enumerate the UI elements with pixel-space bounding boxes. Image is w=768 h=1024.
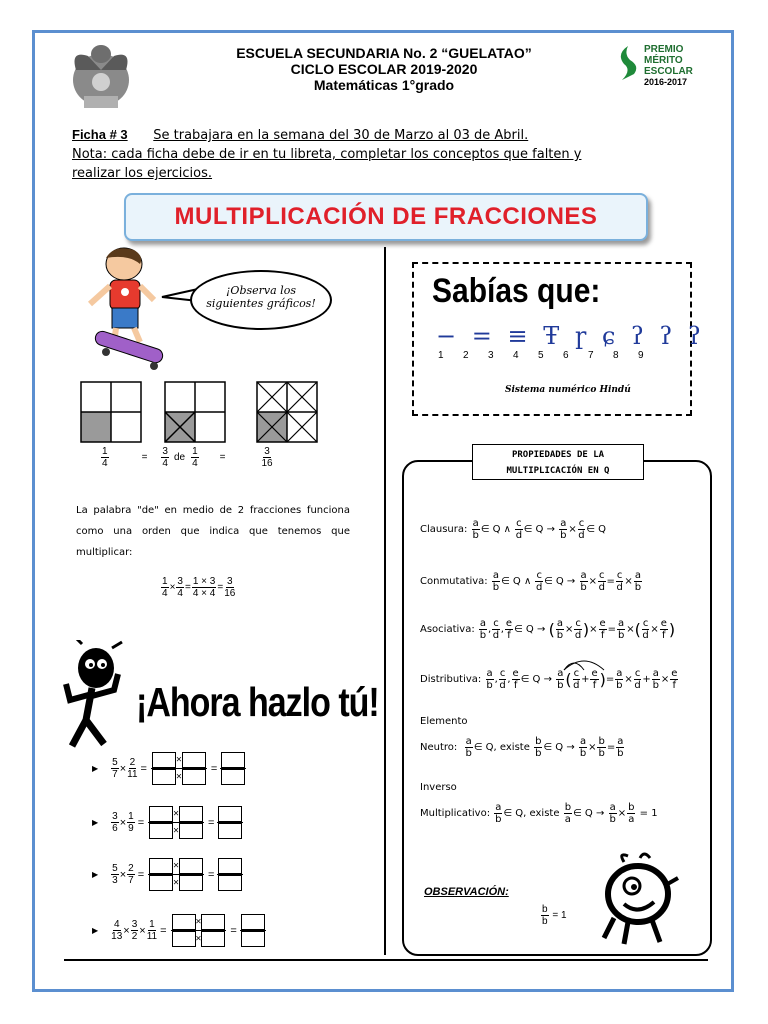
answer-box[interactable] [218,806,242,822]
hindu-number-label: 4 [513,350,519,361]
answer-result-fraction [217,806,243,839]
answer-box[interactable] [218,875,242,891]
column-divider [384,247,386,955]
exercise-fraction [147,919,157,942]
award-line-2: MÉRITO [644,55,683,66]
ex-eq-2: = [219,452,226,463]
bullet-arrow-icon: ▶ [92,926,99,935]
fraction-denominator: 6 [112,823,118,834]
answer-result-fraction [240,914,266,947]
properties-title-1: PROPIEDADES DE LA [511,450,605,460]
prop-asociativa: Asociativa: $\frac{a}{b}$ , $\frac{c}{d}$ , $\frac{e}{f}$ ∈ Q → ( $\frac{a}{b}$ × $\frac{c}{d}$ ) × $\frac{e}{f}$ = $\frac{a}{b}$ × ( $\frac{c}{d}$ × $\frac{e}{f}$ ) [420,618,676,641]
answer-box[interactable] [179,858,203,874]
answer-product-fraction: $\frac{\times}{\times}$ [148,858,204,891]
hindu-glyphs: − = ≡ Ŧ ɼ ɕ ʔ ʔ ʔ [436,322,705,350]
times-sign: × [123,924,130,937]
worksheet-title: MULTIPLICACIÓN DE FRACCIONES [174,203,598,230]
answer-box[interactable] [218,823,242,839]
bottom-rule [64,959,708,961]
equals-sign: = [208,816,215,829]
award-line-3: ESCOLAR [644,66,693,77]
grid-three-sixteenths [256,381,318,443]
answer-box[interactable] [179,875,203,891]
fraction-denominator: 11 [127,769,138,780]
formula-b: 4 [162,588,168,599]
exercise-fraction [111,811,119,834]
inverso-label: Inverso [420,782,457,793]
hindu-number-label: 2 [463,350,469,361]
hindu-number-label: 7 [588,350,594,361]
obs-den: b [542,916,548,927]
prop-clausura: Clausura: $\frac{a}{b}$ ∈ Q ∧ $\frac{c}{d}$ ∈ Q → $\frac{a}{b}$ × $\frac{c}{d}$ ∈ Q [420,518,606,541]
conmutativa-label: Conmutativa: [420,576,488,587]
hindu-number-label: 3 [488,350,494,361]
arrow: → [546,524,556,535]
prop-inverso: Multiplicativo: $\frac{a}{b}$ ∈ Q , existe $\frac{b}{a}$ ∈ Q → $\frac{a}{b}$ × $\frac{b}{a}$ = 1 [420,802,658,825]
cartoon-character-icon [594,852,680,948]
ex-eq-1: = [141,452,148,463]
answer-product-fraction: $\frac{\times}{\times}$ [148,806,204,839]
ex-f3-num: 1 [192,446,198,457]
obs-eq: = 1 [552,910,567,921]
formula-c: 3 [177,576,183,587]
in-q: ∈ Q [573,808,593,819]
in-q: ∈ Q [520,674,541,685]
answer-box[interactable] [179,806,203,822]
arrow: → [543,674,553,685]
exercise-fraction [111,863,119,886]
observacion-label: OBSERVACIÓN: [424,886,509,898]
observacion-formula [540,904,567,927]
bullet-arrow-icon: ▶ [92,870,99,879]
answer-box[interactable] [172,931,196,947]
formula-r: 3 [226,576,233,587]
arrow: → [596,808,605,819]
worksheet-title-box [124,193,648,241]
in-q: ∈ Q [514,624,534,635]
formula-d: 4 [177,588,183,599]
times-sign: × [119,762,127,775]
answer-box[interactable] [149,823,173,839]
answer-box[interactable] [152,769,176,785]
ficha-label: Ficha # 3 [72,127,128,142]
hindu-numbers [438,350,663,361]
arrow: → [566,576,576,587]
exercise-fraction [127,863,135,886]
answer-box[interactable] [241,931,265,947]
answer-box[interactable] [149,806,173,822]
ex-de: de [173,452,186,463]
formula-s: 16 [224,588,236,599]
ahora-heading: ¡Ahora hazlo tú! [136,680,379,726]
in-q: ∈ Q [586,524,606,535]
formula-p: 1 × 3 [192,576,216,587]
ex-f4-num: 3 [264,446,270,457]
hindu-number-label: 8 [613,350,619,361]
fraction-numerator: 2 [128,863,134,874]
answer-box[interactable] [179,823,203,839]
fraction-numerator: 1 [149,919,155,930]
answer-product-fraction: $\frac{\times}{\times}$ [151,752,207,785]
school-cycle: CICLO ESCOLAR 2019-2020 [290,61,478,77]
ficha-row [72,127,528,143]
boy-skateboard-icon [84,244,170,372]
fraction-numerator: 5 [112,757,118,768]
exercise-row [92,806,244,839]
ex-f4-den: 16 [261,458,273,469]
answer-box[interactable] [201,914,225,930]
distributive-arcs [560,656,610,672]
ficha-text: Se trabajara en la semana del 30 de Marzo al 03 de Abril. [153,128,529,143]
properties-title-2: MULTIPLICACIÓN EN Q [506,466,610,476]
answer-box[interactable] [182,752,206,768]
grid-one-quarter [80,381,142,443]
explanation-text: La palabra "de" en medio de 2 fracciones funciona como una orden que indica que tenemos que multiplicar: [76,505,350,558]
answer-box[interactable] [218,858,242,874]
ex-f1-num: 1 [102,446,108,457]
equals-sign: = [160,924,167,937]
prop-neutro: Neutro: $\frac{a}{b}$ ∈ Q , existe $\frac{b}{b}$ ∈ Q → $\frac{a}{b}$ × $\frac{b}{b}$ = $\frac{a}{b}$ [420,736,624,759]
thinking-figure-icon [62,640,132,752]
answer-box[interactable] [149,875,173,891]
fraction-denominator: 3 [112,875,118,886]
answer-result-fraction [217,858,243,891]
equals-sign: = [230,924,237,937]
exercise-row [92,914,267,947]
exercise-row [92,752,247,785]
example-equation [100,446,310,469]
bullet-arrow-icon: ▶ [92,818,99,827]
fraction-denominator: 7 [112,769,118,780]
hindu-number-label: 9 [638,350,644,361]
fraction-denominator: 11 [146,931,158,942]
in-q: ∈ Q [523,524,544,535]
speech-line-1: ¡Observa los [226,284,296,297]
fraction-numerator: 3 [131,919,138,930]
prop-distributiva: Distributiva: $\frac{a}{b}$ , $\frac{c}{d}$ , $\frac{e}{f}$ ∈ Q → $\frac{a}{b}$ ( $\frac{c}{d}$ + $\frac{e}{f}$ ) = $\frac{a}{b}$ × $\frac{c}{d}$ + $\frac{a}{b}$ × $\frac{e}{f}$ [420,668,678,691]
times-sign: × [119,816,127,829]
in-q: ∈ Q [503,808,524,819]
fraction-numerator: 5 [112,863,118,874]
fraction-denominator: 13 [111,931,123,942]
prop-conmutativa: Conmutativa: $\frac{a}{b}$ ∈ Q ∧ $\frac{c}{d}$ ∈ Q → $\frac{a}{b}$ × $\frac{c}{d}$ = $\frac{c}{d}$ × $\frac{a}{b}$ [420,570,642,593]
exercise-fraction [111,919,122,942]
in-q: ∈ Q [543,742,564,753]
hindu-number-label: 1 [438,350,444,361]
times-sign: × [139,924,146,937]
times-sign: × [119,868,127,881]
award-line-1: PREMIO [644,44,684,55]
hindu-number-label: 6 [563,350,569,361]
answer-box[interactable] [201,931,225,947]
equals-sign: = [208,868,215,881]
clausura-label: Clausura: [420,524,468,535]
equals-sign: = [137,868,145,881]
equals-sign: = [210,762,218,775]
ex-f2-den: 4 [162,458,168,469]
fraction-numerator: 1 [128,811,134,822]
fraction-denominator: 9 [128,823,134,834]
distributiva-label: Distributiva: [420,674,482,685]
answer-box[interactable] [172,914,196,930]
exercise-fraction [131,919,139,942]
neutro-label: Neutro: [420,742,458,753]
ex-f3-den: 4 [192,458,198,469]
existe: , existe [493,742,530,753]
arrow: → [537,624,546,635]
multiplication-formula: $\frac{1}{4}$ × $\frac{3}{4}$ = $\frac{1 \times 3}{4 \times 4}$ = $\frac{3}{16}$ [162,576,236,599]
in-q: ∈ Q [543,576,564,587]
speech-line-2: siguientes gráficos! [206,297,316,310]
hindu-number-label: 5 [538,350,544,361]
answer-box[interactable] [182,769,206,785]
equals-sign: = [140,762,147,775]
sabias-title: Sabías que: [432,272,601,310]
equals-sign: = [137,816,145,829]
answer-result-fraction [220,752,246,785]
formula-a: 1 [162,576,168,587]
existe: , existe [523,808,560,819]
answer-product-fraction: $\frac{\times}{\times}$ [171,914,227,947]
fraction-denominator: 7 [128,875,134,886]
fraction-numerator: 3 [112,811,118,822]
exercise-fraction [111,757,119,780]
sabias-caption: Sistema numérico Hindú [505,385,631,395]
obs-num: b [542,904,548,915]
in-q: ∈ Q [501,576,521,587]
subject-title: Matemáticas 1°grado [313,77,455,93]
fraction-denominator: 2 [131,931,138,942]
ex-f1-den: 4 [102,458,108,469]
exercise-row [92,858,244,891]
ex-f2-num: 3 [162,446,168,457]
answer-box[interactable] [221,769,245,785]
fraction-numerator: 2 [129,757,136,768]
eq-one: = 1 [639,808,658,819]
answer-box[interactable] [152,752,176,768]
in-q: ∈ Q [473,742,494,753]
school-name: ESCUELA SECUNDARIA No. 2 “GUELATAO” [236,45,532,61]
exercise-fraction [127,811,135,834]
elemento-label: Elemento [420,716,468,727]
exercise-fraction [127,757,137,780]
nota-line-1: Nota: cada ficha debe de ir en tu libreta, completar los conceptos que falten y [72,147,582,162]
speech-bubble [190,270,332,330]
award-years: 2016-2017 [644,77,688,87]
answer-box[interactable] [241,914,265,930]
formula-q: 4 × 4 [192,588,216,599]
answer-box[interactable] [149,858,173,874]
multiplicativo-label: Multiplicativo: [420,808,491,819]
properties-title [472,444,644,480]
bullet-arrow-icon: ▶ [92,764,99,773]
fraction-numerator: 4 [113,919,120,930]
answer-box[interactable] [221,752,245,768]
in-q: ∈ Q [480,524,501,535]
arrow: → [566,742,575,753]
nota-line-2: realizar los ejercicios. [72,166,213,181]
grid-three-quarters [164,381,226,443]
asociativa-label: Asociativa: [420,624,475,635]
